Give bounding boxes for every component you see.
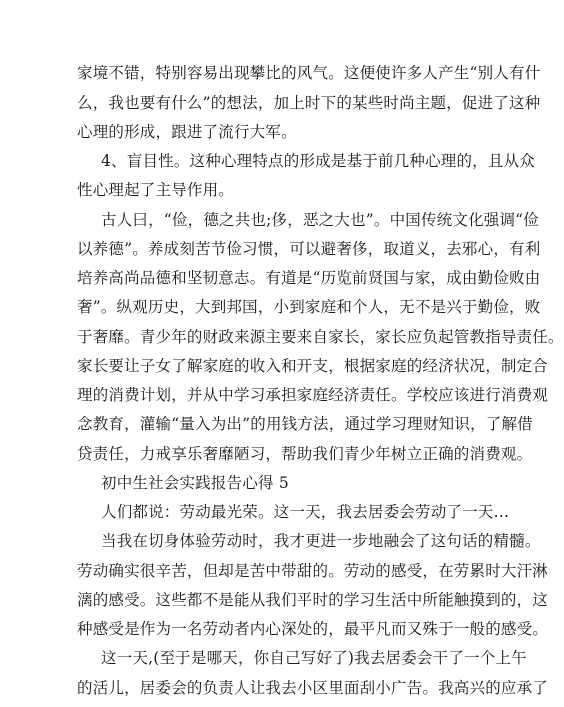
section-heading: 初中生社会实践报告心得 5 [101,474,289,492]
text-line: 古人曰，“俭，德之共也;侈，恶之大也”。中国传统文化强调“俭 [101,211,539,229]
text-line: 贷责任，力戒享乐奢靡陋习，帮助我们青少年树立正确的消费观。 [77,445,533,463]
text-line: 家长要让子女了解家庭的收入和开支，根据家庭的经济状况，制定合 [77,357,549,375]
text-line: 劳动确实很辛苦，但却是苦中带甜的。劳动的感受，在劳累时大汗淋 [77,562,549,580]
text-line: 漓的感受。这些都不是能从我们平时的学习生活中所能触摸到的，这 [77,591,549,609]
text-line: 种感受是作为一名劳动者内心深处的，最平凡而又殊于一般的感受。 [77,620,549,638]
text-line: 以养德”。养成刻苦节俭习惯，可以避奢侈，取道义，去邪心，有利 [77,240,541,258]
text-line: 性心理起了主导作用。 [77,181,235,199]
text-line: 人们都说：劳动最光荣。这一天，我去居委会劳动了一天… [101,503,510,521]
text-line: 家境不错，特别容易出现攀比的风气。这便使许多人产生“别人有什 [77,64,541,82]
text-line: 于奢靡。青少年的财政来源主要来自家长，家长应负起管教指导责任。 [77,328,564,346]
text-line: 么，我也要有什么”的想法，加上时下的某些时尚主题，促进了这种 [77,94,541,112]
text-line: 念教育，灌输“量入为出”的用钱方法，通过学习理财知识，了解借 [77,415,533,433]
text-line: 当我在切身体验劳动时，我才更进一步地融会了这句话的精髓。 [101,532,541,550]
text-line: 这一天,(至于是哪天，你自己写好了)我去居委会干了一个上午 [101,649,527,667]
text-line: 心理的形成，跟进了流行大军。 [77,123,297,141]
text-line: 培养高尚品德和坚韧意志。有道是“历览前贤国与家，成由勤俭败由 [77,269,541,287]
text-line: 的活儿，居委会的负责人让我去小区里面刮小广告。我高兴的应承了 [77,679,549,697]
text-line: 理的消费计划，并从中学习承担家庭经济责任。学校应该进行消费观 [77,386,549,404]
text-line: 4、盲目性。这种心理特点的形成是基于前几种心理的，且从众 [101,152,535,170]
text-line: 奢”。纵观历史，大到邦国，小到家庭和个人，无不是兴于勤俭，败 [77,298,541,316]
